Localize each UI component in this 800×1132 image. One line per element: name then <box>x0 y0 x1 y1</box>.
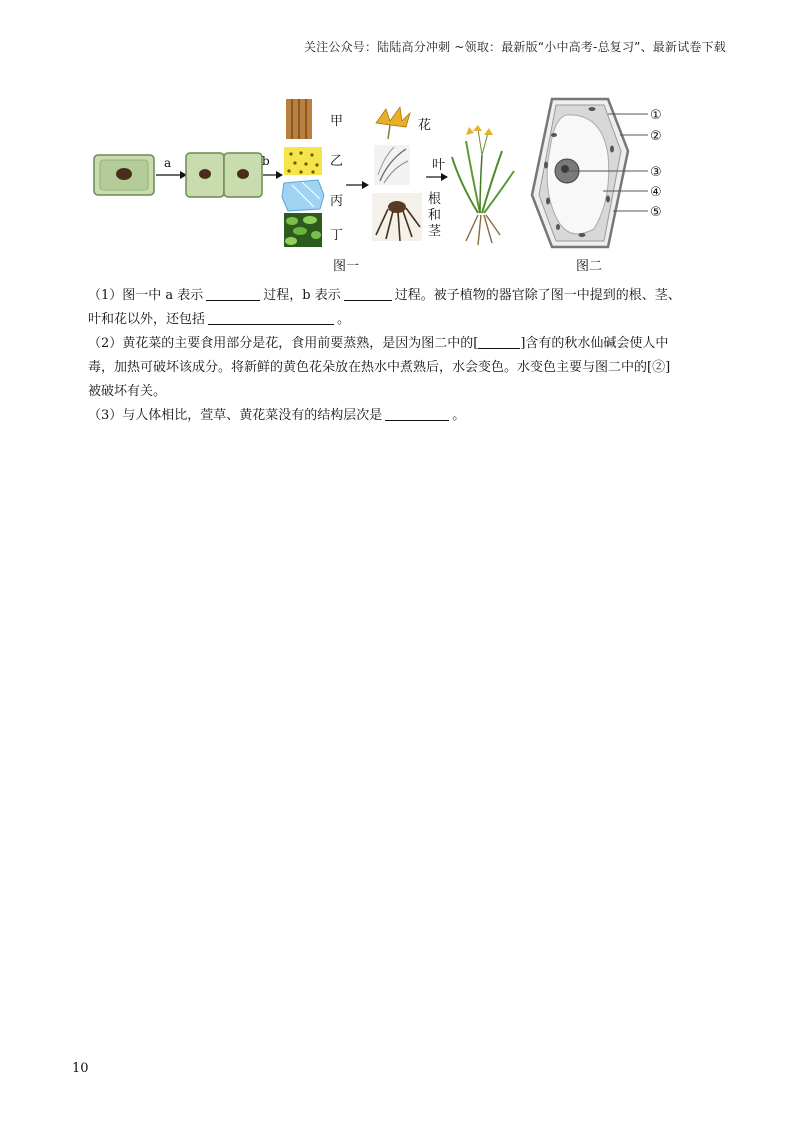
q1-text-part3: 过程。被子植物的器官除了图一中提到的根、茎、 <box>394 288 681 303</box>
tissue-bing-image <box>282 180 324 211</box>
cell-label-2: ② <box>650 129 662 144</box>
arrow-label-b: b <box>262 154 270 168</box>
q1-answer-blank-b[interactable] <box>344 285 392 301</box>
organ-leaf-image <box>374 145 410 185</box>
q2-text-part4: 被破坏有关。 <box>88 384 167 399</box>
organ-label-leaf: 叶 <box>432 158 446 173</box>
organ-label-flower: 花 <box>418 118 432 133</box>
q3-text-part1: （3）与人体相比，萱草、黄花菜没有的结构层次是 <box>88 408 383 423</box>
tissue-ding-image <box>284 213 322 247</box>
arrow-label-a: a <box>164 156 172 170</box>
plant-cell-diagram <box>532 99 628 247</box>
q2-text-part3: 毒，加热可破坏该成分。将新鲜的黄色花朵放在热水中煮熟后，水会变色。水变色主要与图二中的[②] <box>88 360 671 375</box>
single-cell-image <box>94 155 154 195</box>
tissue-yi-image <box>284 147 322 175</box>
page-number: 10 <box>72 1061 89 1076</box>
figure1-caption: 图一 <box>333 259 360 274</box>
organ-label-root: 根 <box>428 192 442 207</box>
question-2 <box>88 332 728 404</box>
q1-text-part5: 。 <box>337 312 351 327</box>
q1-text-part1: （1）图一中 a 表示 <box>88 288 204 303</box>
q1-answer-blank-a[interactable] <box>206 285 260 301</box>
q1-answer-blank-organ[interactable] <box>208 309 334 325</box>
tissue-label-yi: 乙 <box>330 154 344 169</box>
tissue-jia-image <box>286 99 312 139</box>
organ-label-stem: 茎 <box>428 224 442 239</box>
figure2-caption: 图二 <box>576 259 603 274</box>
figure-area <box>88 95 708 280</box>
cell-label-4: ④ <box>650 185 662 200</box>
q1-text-part2: 过程，b 表示 <box>263 288 341 303</box>
figure-illustration <box>88 95 708 280</box>
cell-label-5: ⑤ <box>650 205 662 220</box>
q2-answer-blank[interactable] <box>478 333 520 349</box>
cell-label-1: ① <box>650 108 662 123</box>
organ-root-stem-image <box>372 193 422 241</box>
question-1 <box>88 284 728 332</box>
page-header: 关注公众号：陆陆高分冲刺 ~领取：最新版“小中高考-总复习”、最新试卷下载 <box>303 40 726 54</box>
whole-plant-image <box>452 125 514 245</box>
question-3 <box>88 404 728 428</box>
q2-text-part1: （2）黄花菜的主要食用部分是花，食用前要蒸熟，是因为图二中的[ <box>88 336 479 351</box>
tissue-label-jia: 甲 <box>330 114 344 129</box>
q3-text-part2: 。 <box>452 408 466 423</box>
tissue-label-ding: 丁 <box>330 228 344 243</box>
tissue-label-bing: 丙 <box>330 194 344 209</box>
q1-text-part4: 叶和花以外，还包括 <box>88 312 206 327</box>
organ-flower-image <box>376 107 410 139</box>
divided-cells-image <box>186 153 262 197</box>
q2-text-part2: ]含有的秋水仙碱会使人中 <box>520 336 669 351</box>
organ-label-and: 和 <box>428 208 442 223</box>
q3-answer-blank[interactable] <box>385 405 449 421</box>
cell-label-3: ③ <box>650 165 662 180</box>
